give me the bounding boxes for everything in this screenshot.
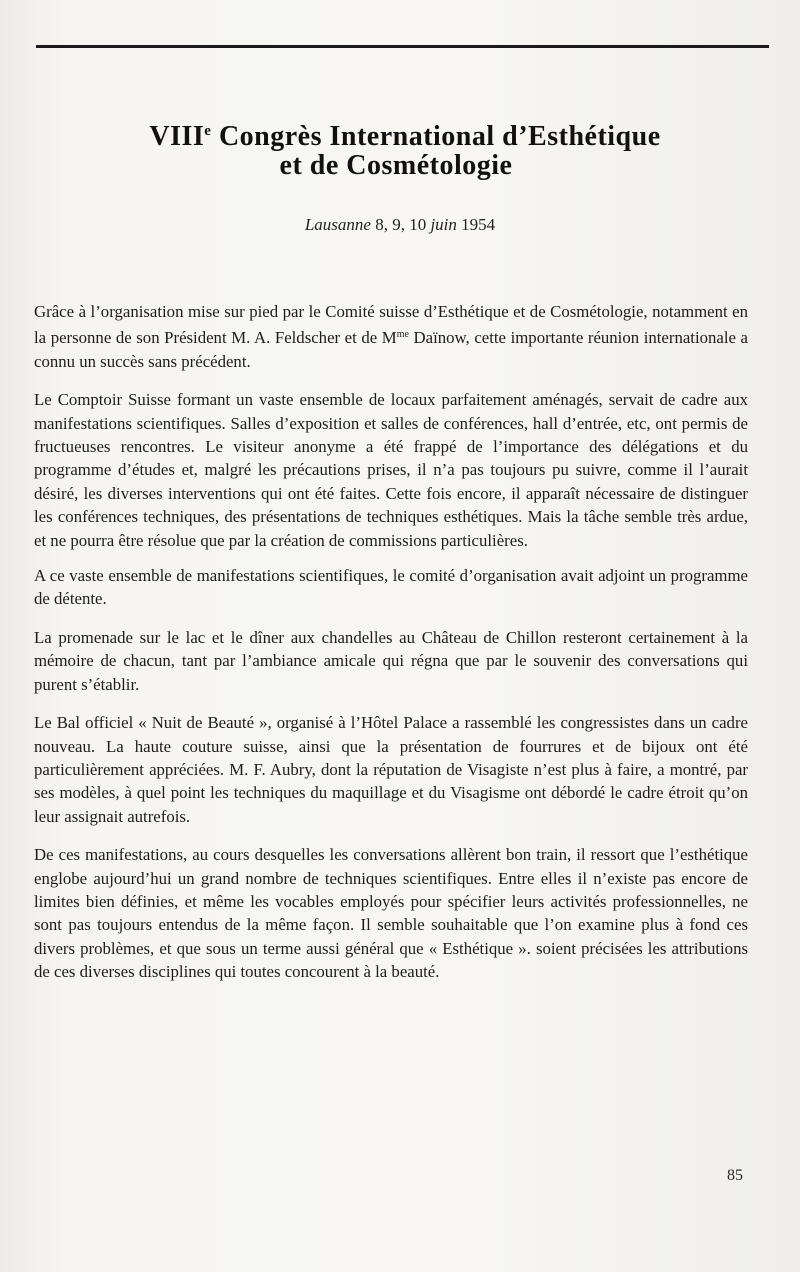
- paragraph-3: A ce vaste ensemble de manifestations scientifiques, le comité d’organisation avait adjoint un programme de détente.: [34, 566, 748, 609]
- title-ordinal-sup: e: [204, 123, 212, 139]
- paragraph-1-sup: me: [396, 329, 409, 341]
- paragraph-5: Le Bal officiel « Nuit de Beauté », organisé à l’Hôtel Palace a rassemblé les congressistes dans un cadre nouveau. La haute couture suisse, ainsi que la présentation de fourrures et de bijoux ont été particulièrement appréciées. M. F. Aubry, dont la réputation de Visagiste n’est plus à faire, a montré, par ses modèles, à quel point les techniques du maquillage et du Visagisme ont débordé le cadre étroit qu’on leur assignait autrefois.: [34, 713, 748, 826]
- subtitle-place: Lausanne: [304, 215, 371, 234]
- paragraph-1-text-a: Grâce à l’organisation mise sur pied par le Comité suisse d’Esthétique et de Cosmétologie, notamment en la personne de son Président M. A. Feldscher et de M: [34, 302, 748, 348]
- title-numeral: VIII: [149, 121, 205, 152]
- paragraph-6: De ces manifestations, au cours desquelles les conversations allèrent bon train, il ressort que l’esthétique englobe aujourd’hui un grand nombre de techniques scientifiques. Entre elles il n’existe pas encore de limites bien définies, et même les vocables employés pour spécifier leurs activités professionnelles, ne sont pas toujours entendus de la même façon. Il semble souhaitable que l’on examine plus à fond ces divers problèmes, et que sous un terme aussi général que « Esthétique ». soient précisées les attributions de ces diverses disciplines qui toutes concourent à la beauté.: [34, 845, 748, 982]
- page-number: 85: [727, 1167, 743, 1184]
- subtitle-days: 8, 9, 10: [370, 215, 431, 234]
- top-rule: [36, 45, 769, 48]
- title-text: Congrès International d’Esthétique: [211, 121, 661, 152]
- subtitle-month: juin: [430, 215, 457, 234]
- paragraph-2: Le Comptoir Suisse formant un vaste ensemble de locaux parfaitement aménagés, servait de cadre aux manifestations scientifiques. Salles d’exposition et salles de conférences, hall d’entrée, etc, ont permis de fructueuses rencontres. Le visiteur anonyme a été frappé de l’importance des délégations et du programme d’études et, malgré les précautions prises, il n’a pas toujours pu suivre, comme il l’aurait désiré, les diverses interventions qui ont été faites. Cette fois encore, il apparaît nécessaire de distinguer les conférences techniques, des présentations de techniques esthétiques. Mais la tâche semble très ardue, et ne pourra être résolue que par la création de commissions particulières.: [34, 390, 748, 550]
- subtitle-year: 1954: [456, 215, 496, 234]
- article-title-line-2: et de Cosmétologie: [279, 150, 513, 181]
- article-body: [34, 300, 748, 999]
- paragraph-1: [34, 300, 748, 373]
- article-subtitle: [0, 215, 800, 235]
- paragraph-1-text-b: Daïnow, cette importante réunion internationale a connu un succès sans précédent.: [34, 328, 748, 371]
- paragraph-4: La promenade sur le lac et le dîner aux chandelles au Château de Chillon resteront certainement à la mémoire de chacun, tant par l’ambiance amicale qui régna que par le souvenir des conversations qui purent s’établir.: [34, 627, 748, 694]
